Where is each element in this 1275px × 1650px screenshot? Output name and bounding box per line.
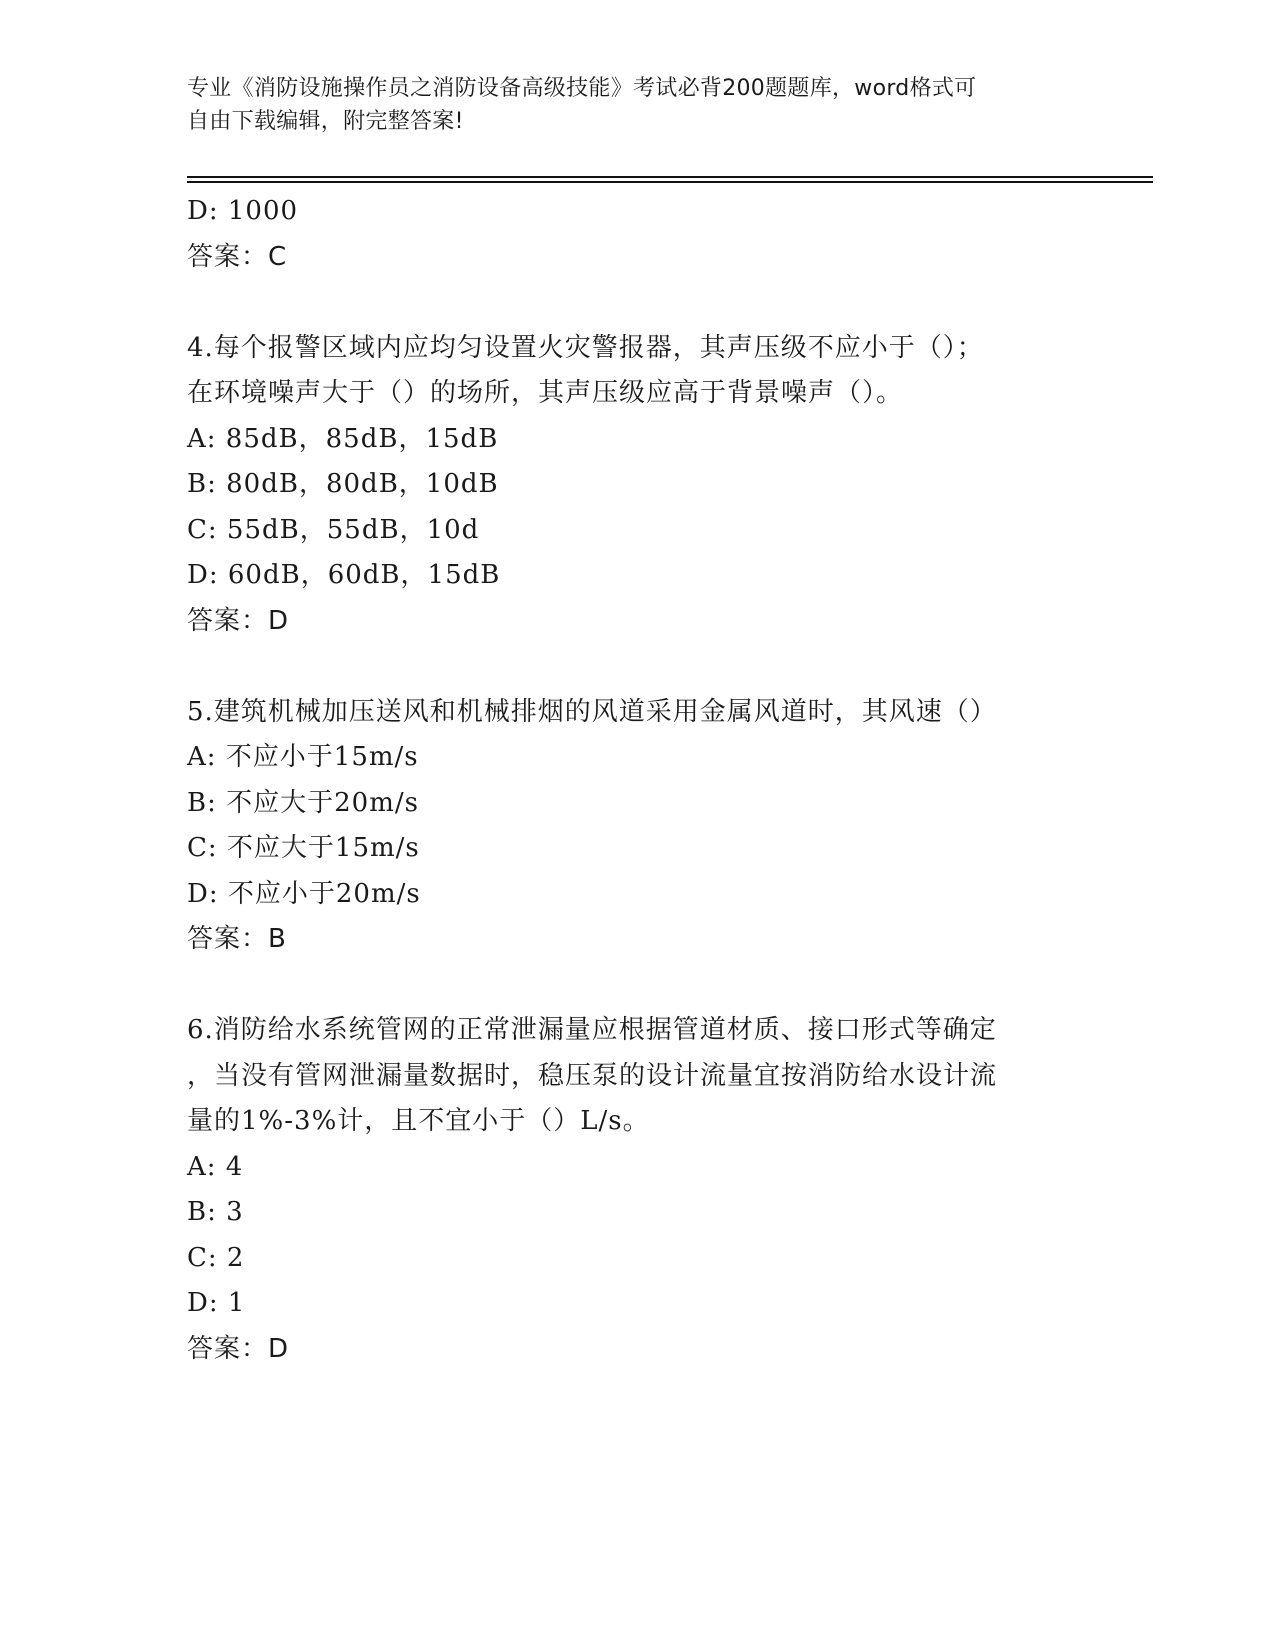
question-block (187, 189, 1067, 280)
option-c: C: 55dB，55dB，10d (187, 514, 480, 545)
page-header (187, 72, 1067, 138)
question-block (187, 1008, 1067, 1372)
option-b: B: 3 (187, 1197, 244, 1227)
answer-line: 答案：D (187, 1333, 290, 1364)
option-a: A: 不应小于15m/s (187, 742, 419, 772)
answer-line: 答案：C (187, 241, 288, 272)
question-spacer (187, 280, 1067, 326)
option-d: D: 60dB，60dB，15dB (187, 560, 501, 590)
option-c: C: 不应大于15m/s (187, 833, 420, 863)
question-stem-line: 4.每个报警区域内应均匀设置火灾警报器，其声压级不应小于（）； (187, 332, 984, 363)
answer-line: 答案：B (187, 924, 287, 954)
question-block (187, 690, 1067, 963)
option-d: D: 1 (187, 1288, 246, 1318)
question-list (187, 189, 1067, 1372)
question-stem-line: ，当没有管网泄漏量数据时，稳压泵的设计流量宜按消防给水设计流 (187, 1060, 998, 1091)
option-c: C: 2 (187, 1242, 245, 1273)
option-a: A: 4 (187, 1151, 244, 1182)
option-b: B: 80dB，80dB，10dB (187, 469, 499, 499)
answer-line: 答案：D (187, 605, 290, 636)
header-divider-top (187, 176, 1153, 178)
header-divider-bottom (187, 181, 1153, 183)
option-b: B: 不应大于20m/s (187, 787, 419, 818)
question-spacer (187, 963, 1067, 1009)
question-spacer (187, 644, 1067, 690)
question-stem-line: 6.消防给水系统管网的正常泄漏量应根据管道材质、接口形式等确定 (187, 1015, 997, 1045)
option-a: A: 85dB，85dB，15dB (187, 423, 499, 454)
question-stem-line: 5.建筑机械加压送风和机械排烟的风道采用金属风道时，其风速（） (187, 696, 997, 727)
question-block (187, 326, 1067, 645)
question-stem-line: 在环境噪声大于（）的场所，其声压级应高于背景噪声（）。 (187, 378, 904, 408)
option-d: D: 不应小于20m/s (187, 878, 421, 909)
header-title-line-2: 自由下载编辑，附完整答案! (187, 109, 464, 134)
question-stem-line: 量的1%-3%计，且不宜小于（）L/s。 (187, 1106, 650, 1136)
header-title-line-1: 专业《消防设施操作员之消防设备高级技能》考试必背200题题库，word格式可 (187, 76, 977, 101)
option-d: D: 1000 (187, 196, 299, 226)
